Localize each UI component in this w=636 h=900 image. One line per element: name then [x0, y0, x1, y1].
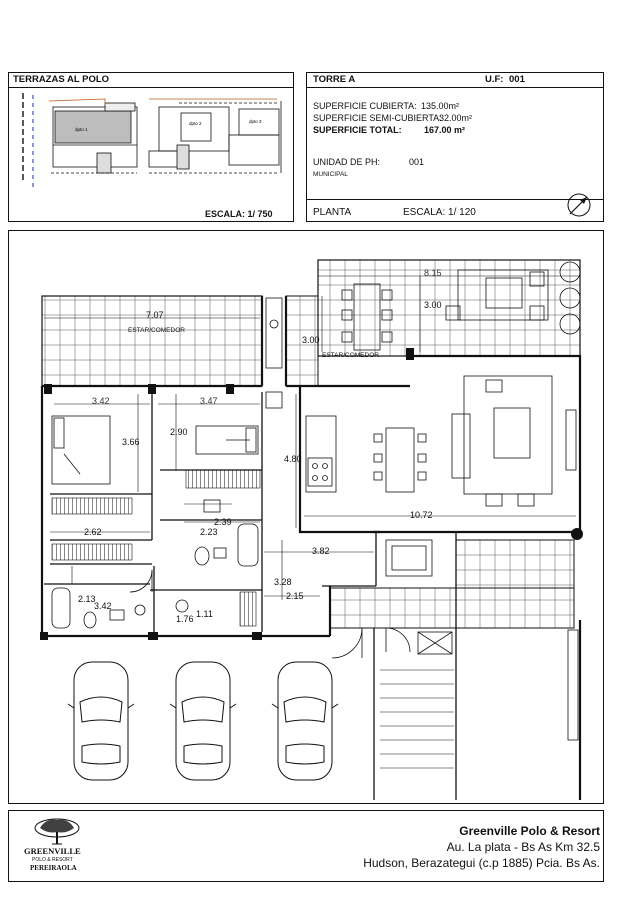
project-title: TERRAZAS AL POLO: [13, 74, 110, 85]
address-line-1: Au. La plata - Bs As Km 32.5: [446, 840, 600, 854]
dim-328: 3.28: [274, 577, 292, 587]
company-name: Greenville Polo & Resort: [459, 824, 600, 838]
svg-text:dpto 3: dpto 3: [249, 119, 262, 124]
svg-text:dpto 1: dpto 1: [75, 127, 88, 132]
dim-707: 7.07: [146, 310, 164, 320]
ph-unit-sub: MUNICIPAL: [313, 171, 348, 178]
dim-300b: 3.00: [302, 335, 320, 345]
uf-value: 001: [509, 74, 525, 85]
surface-covered-value: 135.00m²: [421, 101, 460, 111]
dim-111: 1.11: [196, 609, 213, 619]
dim-1072: 10.72: [410, 510, 433, 520]
dim-290: 2.90: [170, 427, 188, 437]
logo-name: GREENVILLE: [24, 846, 81, 856]
dim-239: 2.39: [214, 517, 232, 527]
surface-semi-label: SUPERFICIE SEMI-CUBIERTA:: [313, 113, 442, 123]
plan-label: PLANTA: [313, 207, 352, 218]
logo-sub: POLO & RESORT: [32, 857, 73, 863]
dim-213: 2.13: [78, 594, 96, 604]
tower-label: TORRE A: [313, 74, 356, 85]
surface-semi-value: 32.00m²: [439, 113, 473, 123]
dim-223: 2.23: [200, 527, 218, 537]
dim-300a: 3.00: [424, 300, 442, 310]
dim-347: 3.47: [200, 396, 218, 406]
dim-342a: 3.42: [92, 396, 110, 406]
dim-262: 2.62: [84, 527, 102, 537]
uf-label: U.F:: [485, 74, 504, 85]
surface-total-label: SUPERFICIE TOTAL:: [313, 125, 402, 135]
dim-215: 2.15: [286, 591, 304, 601]
plan-scale: ESCALA: 1/ 120: [403, 207, 476, 218]
address-line-2: Hudson, Berazategui (c.p 1885) Pcia. Bs As.: [363, 856, 600, 870]
svg-text:dpto 2: dpto 2: [189, 121, 202, 126]
ph-unit-value: 001: [409, 157, 425, 167]
surface-total-value: 167.00 m²: [424, 125, 466, 135]
room-label-estar-left: ESTAR/COMEDOR: [128, 327, 185, 334]
ph-unit-label: UNIDAD DE PH:: [313, 157, 381, 167]
dim-382: 3.82: [312, 546, 330, 556]
room-label-estar-right: ESTAR/COMEDOR: [322, 352, 379, 359]
parking-cars: [68, 662, 338, 780]
logo-place: PEREIRAOLA: [30, 864, 77, 872]
dim-480: 4.80: [284, 454, 302, 464]
dim-366: 3.66: [122, 437, 140, 447]
dim-815: 8.15: [424, 268, 442, 278]
dim-176: 1.76: [176, 614, 194, 624]
key-plan-scale: ESCALA: 1/ 750: [205, 209, 273, 219]
dim-342b: 3.42: [94, 601, 112, 611]
terrace-right: [318, 260, 580, 356]
terrace-lower: [330, 588, 574, 628]
surface-covered-label: SUPERFICIE CUBIERTA:: [313, 101, 417, 111]
